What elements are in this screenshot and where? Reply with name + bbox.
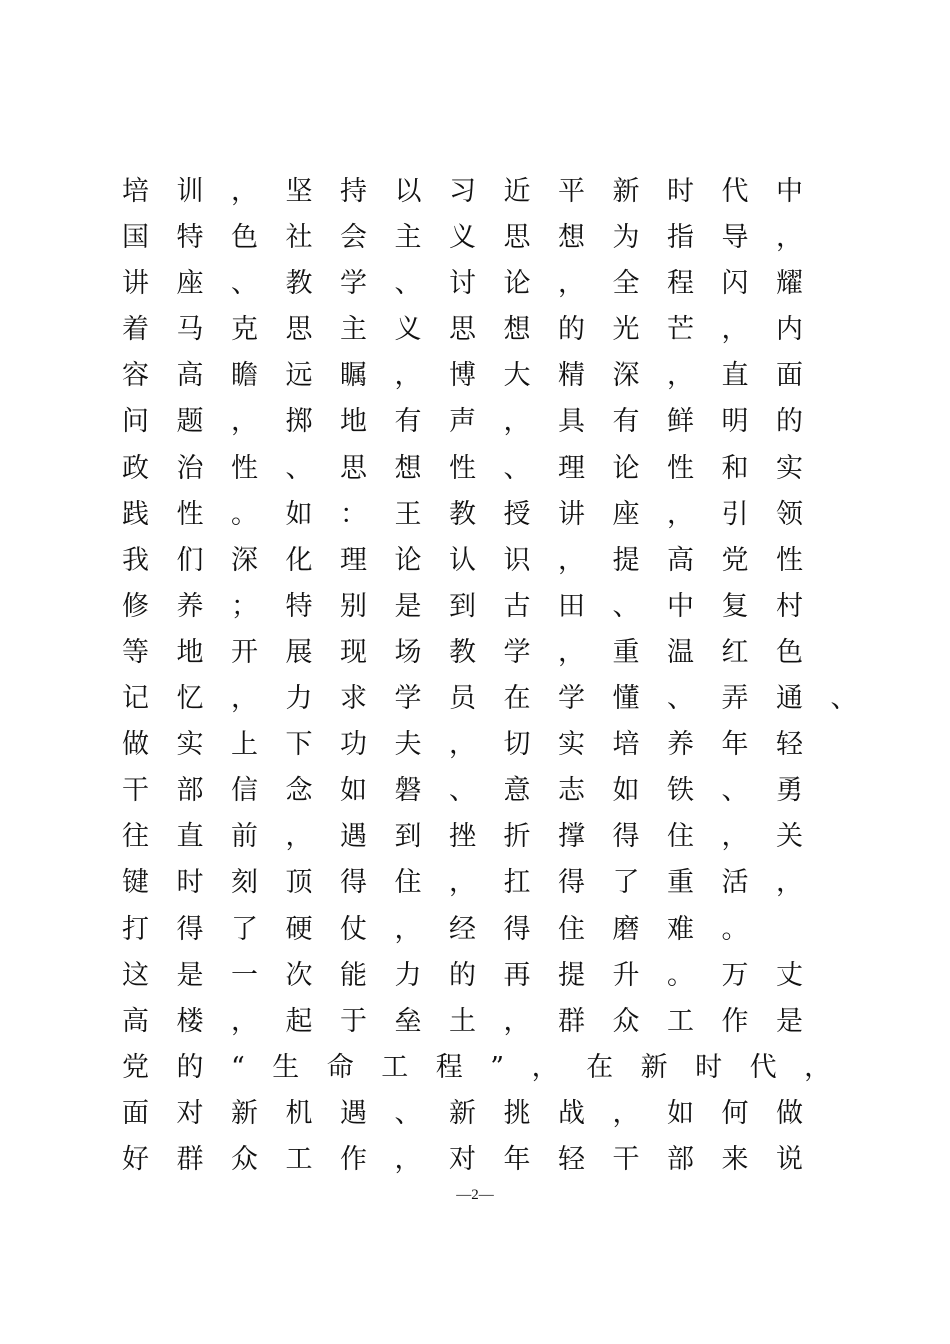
text-line: 好群众工作，对年轻干部来说	[122, 1143, 831, 1175]
text-line: 修养；特别是到古田、中复村	[122, 590, 831, 622]
text-line: 着马克思主义思想的光芒，内	[122, 314, 831, 346]
text-line: 培训，坚持以习近平新时代中	[122, 176, 831, 207]
text-line: 记忆，力求学员在学懂、弄通、	[122, 683, 885, 715]
text-line: 党的“生命工程”，在新时代，	[122, 1051, 859, 1083]
text-line: 问题，掷地有声，具有鲜明的	[122, 406, 831, 438]
text-line: 这是一次能力的再提升。万丈	[122, 959, 831, 991]
text-line: 讲座、教学、讨论，全程闪耀	[122, 268, 831, 300]
text-line: 往直前，遇到挫折撑得住，关	[122, 821, 831, 853]
text-line: 面对新机遇、新挑战，如何做	[122, 1097, 831, 1129]
body-text	[122, 169, 885, 1183]
text-line: 等地开展现场教学，重温红色	[122, 636, 831, 668]
text-line: 容高瞻远瞩，博大精深，直面	[122, 360, 831, 392]
text-line: 高楼，起于垒土，群众工作是	[122, 1005, 831, 1037]
text-line: 政治性、思想性、理论性和实	[122, 452, 831, 484]
text-line: 我们深化理论认识，提高党性	[122, 544, 831, 576]
text-line: 践性。如：王教授讲座，引领	[122, 498, 831, 530]
text-line: 做实上下功夫，切实培养年轻	[122, 729, 831, 761]
text-line: 国特色社会主义思想为指导，	[122, 222, 831, 254]
text-line: 干部信念如磐、意志如铁、勇	[122, 775, 831, 807]
page-number: —2—	[456, 1187, 494, 1203]
text-line: 打得了硬仗，经得住磨难。	[122, 913, 776, 945]
text-line: 键时刻顶得住，扛得了重活，	[122, 867, 831, 899]
